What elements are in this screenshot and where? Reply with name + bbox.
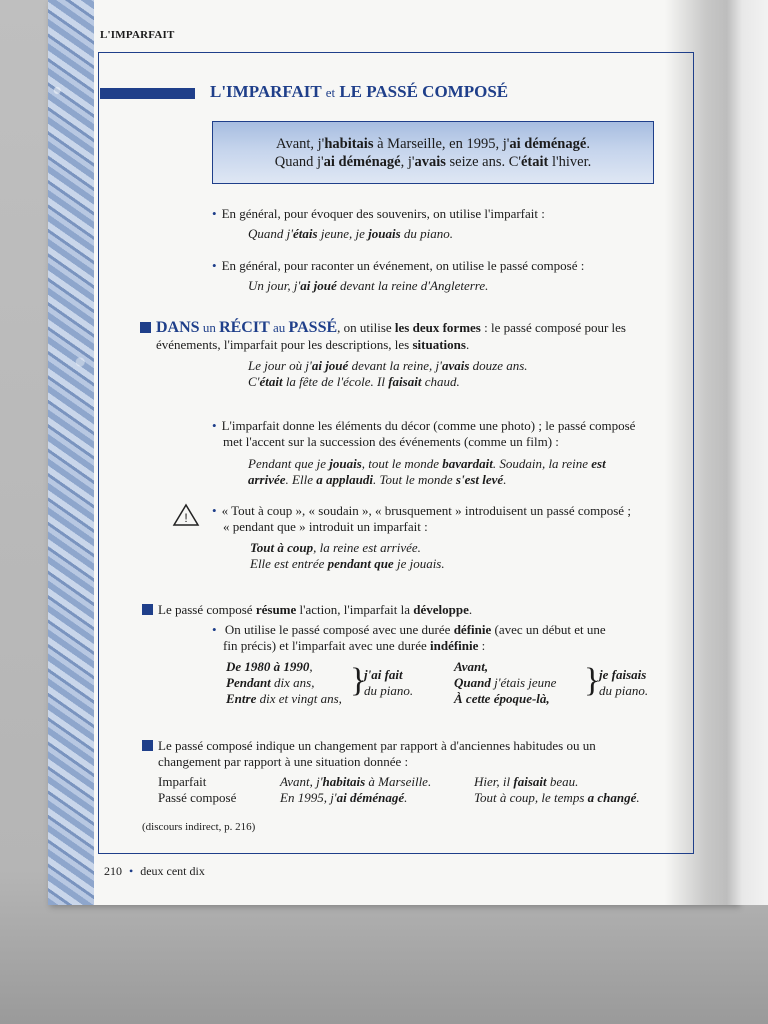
example-imparfait-2: Hier, il faisait beau. bbox=[474, 774, 579, 789]
example-decor-1: Pendant que je jouais, tout le monde bavardait. Soudain, la reine est bbox=[248, 456, 606, 471]
section-square-marker bbox=[142, 740, 153, 751]
example-decor-2: arrivée. Elle a applaudi. Tout le monde s'est levé. bbox=[248, 472, 507, 487]
rule-duree: • On utilise le passé composé avec une durée définie (avec un début et une bbox=[212, 622, 606, 638]
page-number-words: deux cent dix bbox=[140, 864, 205, 878]
section-recit-heading: DANS un RÉCIT au PASSÉ, on utilise les deux formes : le passé composé pour les bbox=[140, 320, 626, 336]
rule-duree-line-2: fin précis) et l'imparfait avec une durée indéfinie : bbox=[223, 638, 486, 653]
example-passe-compose-1: En 1995, j'ai déménagé. bbox=[280, 790, 408, 805]
rule-tout-a-coup: • « Tout à coup », « soudain », « brusquement » introduisent un passé composé ; bbox=[212, 503, 631, 519]
example-passe-compose-2: Tout à coup, le temps a changé. bbox=[474, 790, 640, 805]
section-changement-heading: Le passé composé indique un changement par rapport à d'anciennes habitudes ou un bbox=[142, 738, 596, 754]
example-tout-a-coup-1: Tout à coup, la reine est arrivée. bbox=[250, 540, 421, 555]
rule-decor-line-2: met l'accent sur la succession des événements (comme un film) : bbox=[223, 434, 559, 449]
example-recit-1: Le jour où j'ai joué devant la reine, j'avais douze ans. bbox=[248, 358, 528, 373]
example-tout-a-coup-2: Elle est entrée pendant que je jouais. bbox=[250, 556, 445, 571]
section-square-marker bbox=[140, 322, 151, 333]
duree-indefinie-examples: Avant, Quand j'étais jeune À cette époque-là, bbox=[454, 659, 557, 706]
example-evenement: Un jour, j'ai joué devant la reine d'Angleterre. bbox=[248, 278, 489, 293]
example-imparfait-1: Avant, j'habitais à Marseille. bbox=[280, 774, 432, 789]
rule-tout-a-coup-line-2: « pendant que » introduit un imparfait : bbox=[223, 519, 428, 534]
intro-example-box bbox=[212, 121, 654, 184]
cross-reference: (discours indirect, p. 216) bbox=[142, 821, 256, 833]
marbled-margin-strip bbox=[48, 0, 94, 905]
section-resume-heading: Le passé composé résume l'action, l'imparfait la développe. bbox=[142, 602, 472, 618]
duree-indefinie-result: je faisais du piano. bbox=[599, 667, 649, 698]
example-souvenirs: Quand j'étais jeune, je jouais du piano. bbox=[248, 226, 454, 241]
brace-right: } bbox=[584, 662, 601, 699]
page-number: 210 bbox=[104, 864, 122, 878]
example-recit-2: C'était la fête de l'école. Il faisait chaud. bbox=[248, 374, 460, 389]
warning-triangle-icon bbox=[172, 503, 200, 531]
rule-decor: • L'imparfait donne les éléments du décor (comme une photo) ; le passé composé bbox=[212, 418, 635, 434]
rule-souvenirs: • En général, pour évoquer des souvenirs, on utilise l'imparfait : bbox=[212, 206, 545, 222]
label-imparfait: Imparfait bbox=[158, 774, 207, 789]
brace-left: } bbox=[350, 662, 367, 699]
page-footer: 210 • deux cent dix bbox=[104, 864, 205, 878]
intro-line-2: Quand j'ai déménagé, j'avais seize ans. C'était l'hiver. bbox=[274, 154, 592, 170]
running-head: L'IMPARFAIT bbox=[100, 29, 175, 41]
title-bar-decoration bbox=[100, 88, 195, 99]
label-passe-compose: Passé composé bbox=[158, 790, 237, 805]
section-square-marker bbox=[142, 604, 153, 615]
rule-evenement: • En général, pour raconter un événement, on utilise le passé composé : bbox=[212, 258, 584, 274]
section-changement-line-2: changement par rapport à une situation donnée : bbox=[158, 754, 409, 769]
svg-text:!: ! bbox=[184, 511, 188, 525]
page-title: L'IMPARFAIT et LE PASSÉ COMPOSÉ bbox=[210, 82, 509, 101]
intro-line-1: Avant, j'habitais à Marseille, en 1995, j'ai déménagé. bbox=[276, 136, 590, 152]
duree-definie-result: j'ai fait du piano. bbox=[364, 667, 414, 698]
duree-definie-examples: De 1980 à 1990, Pendant dix ans, Entre dix et vingt ans, bbox=[226, 659, 342, 706]
section-recit-line-2: événements, l'imparfait pour les descriptions, les situations. bbox=[156, 337, 470, 352]
